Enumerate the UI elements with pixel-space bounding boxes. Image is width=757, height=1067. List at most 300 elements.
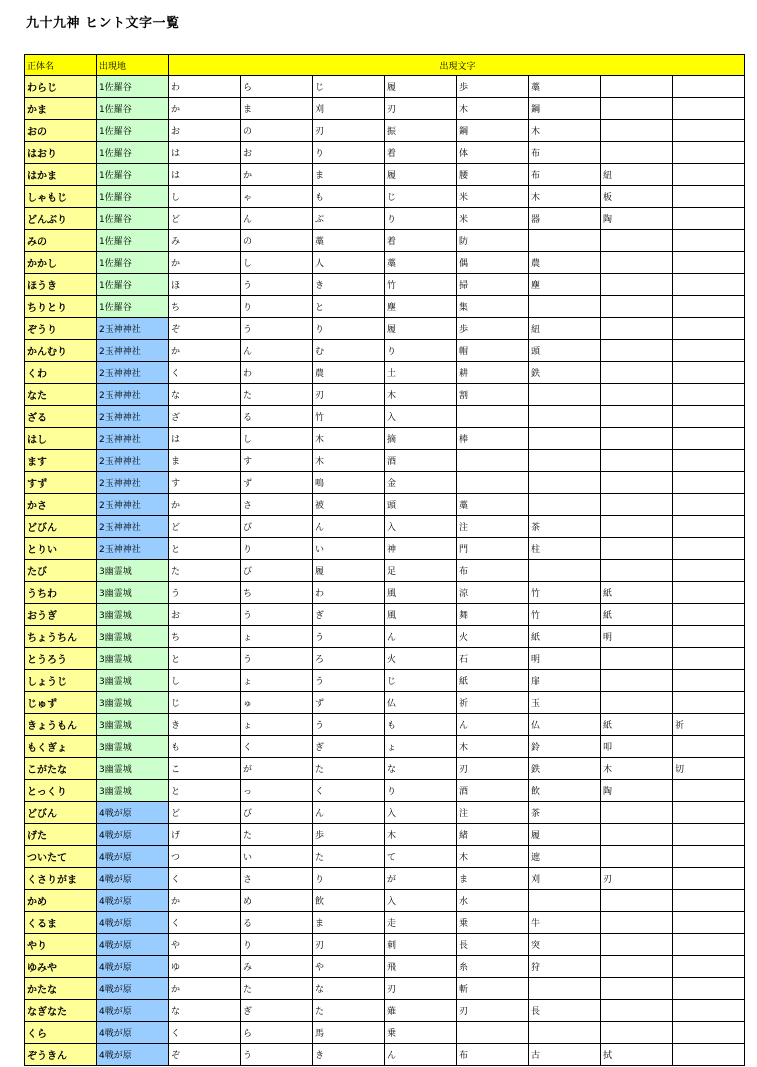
hint-char-cell [457, 406, 529, 428]
hint-char-cell: く [169, 362, 241, 384]
row-name: かんむり [25, 340, 97, 362]
hint-char-cell [601, 934, 673, 956]
hint-char-cell: 仏 [385, 692, 457, 714]
row-name: うちわ [25, 582, 97, 604]
table-row [25, 494, 745, 516]
hint-char-cell [601, 802, 673, 824]
hint-char-cell: 涼 [457, 582, 529, 604]
hint-char-cell: て [385, 846, 457, 868]
row-location: 2玉神神社 [97, 406, 169, 428]
hint-char-cell: と [313, 296, 385, 318]
hint-char-cell [673, 780, 745, 802]
hint-char-cell [601, 824, 673, 846]
hint-char-cell: 石 [457, 648, 529, 670]
hint-char-cell: 布 [457, 1044, 529, 1066]
row-name: しょうじ [25, 670, 97, 692]
hint-char-cell [601, 1000, 673, 1022]
header-name: 正体名 [25, 55, 97, 76]
hint-char-cell: 藁 [385, 252, 457, 274]
table-row [25, 120, 745, 142]
hint-char-cell: 木 [457, 98, 529, 120]
table-row [25, 450, 745, 472]
hint-char-cell: ゆ [169, 956, 241, 978]
hint-char-cell: ん [241, 208, 313, 230]
hint-char-cell: 水 [457, 890, 529, 912]
hint-char-cell: 米 [457, 186, 529, 208]
row-name: くら [25, 1022, 97, 1044]
table-row [25, 736, 745, 758]
hint-char-cell: 鋼 [529, 98, 601, 120]
table-row [25, 670, 745, 692]
hint-char-cell [673, 164, 745, 186]
row-location: 3幽霊城 [97, 560, 169, 582]
row-location: 1佐羅谷 [97, 296, 169, 318]
hint-char-cell: 仏 [529, 714, 601, 736]
hint-char-cell [529, 230, 601, 252]
row-location: 4戦が原 [97, 1000, 169, 1022]
hint-char-cell [673, 626, 745, 648]
hint-char-cell: 祈 [673, 714, 745, 736]
hint-char-cell: 歩 [457, 318, 529, 340]
hint-char-cell [601, 538, 673, 560]
hint-char-cell: り [313, 318, 385, 340]
hint-char-cell: 注 [457, 516, 529, 538]
hint-char-cell: 刃 [457, 1000, 529, 1022]
hint-char-cell: ぞ [169, 1044, 241, 1066]
row-name: くわ [25, 362, 97, 384]
table-row [25, 472, 745, 494]
hint-char-cell: 風 [385, 604, 457, 626]
row-name: とりい [25, 538, 97, 560]
hint-char-cell: 偶 [457, 252, 529, 274]
hint-char-cell [673, 230, 745, 252]
hint-char-cell: 振 [385, 120, 457, 142]
hint-char-cell: 鋼 [457, 120, 529, 142]
row-name: ほうき [25, 274, 97, 296]
hint-char-cell: 薙 [385, 1000, 457, 1022]
hint-char-cell: お [169, 604, 241, 626]
hint-char-cell: 明 [601, 626, 673, 648]
hint-char-cell: ゃ [241, 186, 313, 208]
hint-char-cell: や [169, 934, 241, 956]
row-location: 2玉神神社 [97, 384, 169, 406]
hint-char-cell: や [313, 956, 385, 978]
hint-char-cell: 刺 [385, 934, 457, 956]
hint-char-cell: じ [169, 692, 241, 714]
row-location: 1佐羅谷 [97, 76, 169, 98]
row-location: 2玉神神社 [97, 494, 169, 516]
hint-char-cell: と [169, 648, 241, 670]
table-row [25, 538, 745, 560]
hint-char-cell: ま [313, 164, 385, 186]
hint-char-cell: 足 [385, 560, 457, 582]
hint-char-cell [601, 978, 673, 1000]
row-location: 1佐羅谷 [97, 252, 169, 274]
hint-char-cell: か [169, 890, 241, 912]
table-row [25, 252, 745, 274]
hint-char-cell: 狩 [529, 956, 601, 978]
hint-char-cell: 布 [529, 164, 601, 186]
hint-char-cell: 刃 [457, 758, 529, 780]
hint-char-cell: 刃 [313, 120, 385, 142]
hint-char-cell: 入 [385, 406, 457, 428]
row-location: 4戦が原 [97, 956, 169, 978]
hint-char-cell [601, 956, 673, 978]
hint-char-cell [673, 142, 745, 164]
table-row [25, 978, 745, 1000]
hint-char-cell: な [313, 978, 385, 1000]
hint-char-cell [529, 560, 601, 582]
row-location: 1佐羅谷 [97, 120, 169, 142]
row-name: ぞうきん [25, 1044, 97, 1066]
hint-char-cell [673, 1044, 745, 1066]
hint-char-cell: 竹 [313, 406, 385, 428]
hint-char-cell: 刈 [313, 98, 385, 120]
hint-char-cell: 鈴 [529, 736, 601, 758]
hint-char-cell: 紙 [601, 582, 673, 604]
hint-char-cell: お [241, 142, 313, 164]
hint-char-cell: と [169, 780, 241, 802]
hint-char-cell: っ [241, 780, 313, 802]
table-row [25, 604, 745, 626]
table-row [25, 560, 745, 582]
row-location: 4戦が原 [97, 912, 169, 934]
hint-char-cell: が [385, 868, 457, 890]
row-name: はかま [25, 164, 97, 186]
hint-char-cell [673, 274, 745, 296]
hint-char-cell: く [169, 868, 241, 890]
hint-char-cell: く [169, 912, 241, 934]
hint-char-cell: 米 [457, 208, 529, 230]
hint-char-cell: ず [313, 692, 385, 714]
hint-char-cell [457, 450, 529, 472]
row-location: 3幽霊城 [97, 736, 169, 758]
row-name: こがたな [25, 758, 97, 780]
hint-char-cell: ょ [241, 670, 313, 692]
hint-char-cell: 着 [385, 142, 457, 164]
hint-char-cell: わ [241, 362, 313, 384]
hint-char-cell: な [169, 1000, 241, 1022]
hint-char-cell: る [241, 912, 313, 934]
table-row [25, 186, 745, 208]
hint-char-cell [673, 604, 745, 626]
hint-char-cell [529, 494, 601, 516]
hint-char-cell: し [241, 428, 313, 450]
hint-char-cell [601, 428, 673, 450]
row-location: 4戦が原 [97, 846, 169, 868]
hint-char-cell: 糸 [457, 956, 529, 978]
hint-char-cell [601, 230, 673, 252]
hint-char-cell [673, 76, 745, 98]
hint-char-cell: 門 [457, 538, 529, 560]
table-row [25, 296, 745, 318]
hint-char-cell [601, 318, 673, 340]
hint-char-cell [601, 912, 673, 934]
hint-char-cell [673, 406, 745, 428]
hint-char-cell: 刃 [385, 98, 457, 120]
hint-char-cell: も [313, 186, 385, 208]
hint-char-cell: 割 [457, 384, 529, 406]
table-row [25, 1044, 745, 1066]
hint-char-cell: ら [241, 76, 313, 98]
hint-char-cell [673, 934, 745, 956]
hint-char-cell: し [169, 186, 241, 208]
hint-char-cell: 木 [385, 824, 457, 846]
hint-char-cell: 体 [457, 142, 529, 164]
hint-char-cell: 長 [457, 934, 529, 956]
hint-char-cell: 藁 [529, 76, 601, 98]
hint-char-cell: 遮 [529, 846, 601, 868]
hint-char-cell [601, 98, 673, 120]
hint-char-cell: き [313, 274, 385, 296]
hint-char-cell: 明 [529, 648, 601, 670]
hint-char-cell: き [169, 714, 241, 736]
hint-char-cell: じ [313, 76, 385, 98]
row-location: 1佐羅谷 [97, 98, 169, 120]
table-row [25, 98, 745, 120]
table-row [25, 340, 745, 362]
hint-char-cell: 歩 [457, 76, 529, 98]
hint-table [24, 54, 745, 1066]
hint-char-cell [673, 340, 745, 362]
table-row [25, 648, 745, 670]
hint-char-cell [673, 1000, 745, 1022]
hint-char-cell: 履 [529, 824, 601, 846]
hint-char-cell: く [241, 736, 313, 758]
row-location: 2玉神神社 [97, 538, 169, 560]
hint-char-cell: う [241, 274, 313, 296]
hint-char-cell [673, 296, 745, 318]
hint-char-cell [529, 384, 601, 406]
hint-char-cell: 帽 [457, 340, 529, 362]
hint-char-cell: 木 [457, 736, 529, 758]
hint-char-cell: 長 [529, 1000, 601, 1022]
table-row [25, 912, 745, 934]
hint-char-cell [673, 120, 745, 142]
hint-char-cell: か [169, 978, 241, 1000]
row-location: 3幽霊城 [97, 582, 169, 604]
hint-char-cell: 履 [385, 164, 457, 186]
hint-char-cell: み [241, 956, 313, 978]
hint-char-cell: 茶 [529, 516, 601, 538]
table-row [25, 846, 745, 868]
table-row [25, 362, 745, 384]
hint-char-cell: し [169, 670, 241, 692]
row-location: 3幽霊城 [97, 670, 169, 692]
hint-char-cell [673, 956, 745, 978]
row-location: 2玉神神社 [97, 318, 169, 340]
hint-char-cell: る [241, 406, 313, 428]
table-body [25, 76, 745, 1066]
hint-char-cell: た [313, 1000, 385, 1022]
table-row [25, 1022, 745, 1044]
hint-char-cell: 藁 [313, 230, 385, 252]
hint-char-cell: 金 [385, 472, 457, 494]
hint-char-cell [673, 846, 745, 868]
hint-char-cell [673, 868, 745, 890]
row-location: 4戦が原 [97, 802, 169, 824]
hint-char-cell: さ [241, 868, 313, 890]
hint-char-cell: げ [169, 824, 241, 846]
hint-char-cell: 入 [385, 516, 457, 538]
hint-char-cell: 鳴 [313, 472, 385, 494]
hint-char-cell: び [241, 802, 313, 824]
hint-char-cell: 注 [457, 802, 529, 824]
table-row [25, 582, 745, 604]
row-name: かま [25, 98, 97, 120]
hint-char-cell: も [385, 714, 457, 736]
table-row [25, 76, 745, 98]
table-row [25, 516, 745, 538]
hint-char-cell: 酒 [457, 780, 529, 802]
hint-char-cell: ま [169, 450, 241, 472]
hint-char-cell: わ [169, 76, 241, 98]
hint-char-cell: 緒 [457, 824, 529, 846]
row-name: きょうもん [25, 714, 97, 736]
hint-char-cell [673, 516, 745, 538]
hint-char-cell: 木 [601, 758, 673, 780]
hint-char-cell: の [241, 230, 313, 252]
hint-char-cell [673, 648, 745, 670]
hint-char-cell: た [313, 846, 385, 868]
row-location: 2玉神神社 [97, 450, 169, 472]
table-row [25, 230, 745, 252]
hint-char-cell: 突 [529, 934, 601, 956]
table-row [25, 802, 745, 824]
hint-char-cell [601, 362, 673, 384]
hint-char-cell [529, 472, 601, 494]
row-location: 1佐羅谷 [97, 230, 169, 252]
hint-char-cell: 塵 [385, 296, 457, 318]
hint-char-cell [601, 670, 673, 692]
hint-char-cell: 摘 [385, 428, 457, 450]
hint-char-cell: 人 [313, 252, 385, 274]
hint-char-cell: ょ [241, 626, 313, 648]
hint-char-cell: ま [241, 98, 313, 120]
hint-char-cell: 竹 [529, 582, 601, 604]
hint-char-cell: う [241, 648, 313, 670]
table-row [25, 890, 745, 912]
hint-char-cell: た [313, 758, 385, 780]
hint-char-cell [673, 384, 745, 406]
hint-char-cell: ん [313, 802, 385, 824]
hint-char-cell [673, 978, 745, 1000]
hint-char-cell: 刃 [313, 934, 385, 956]
hint-char-cell: み [169, 230, 241, 252]
hint-char-cell: 紐 [529, 318, 601, 340]
hint-char-cell [673, 824, 745, 846]
hint-char-cell: 頭 [529, 340, 601, 362]
hint-char-cell: 紙 [601, 714, 673, 736]
hint-char-cell: び [241, 516, 313, 538]
hint-char-cell: と [169, 538, 241, 560]
row-name: とうろう [25, 648, 97, 670]
hint-char-cell: ま [457, 868, 529, 890]
hint-char-cell: 紙 [601, 604, 673, 626]
hint-char-cell [529, 450, 601, 472]
row-name: はし [25, 428, 97, 450]
hint-char-cell: 刃 [601, 868, 673, 890]
row-location: 1佐羅谷 [97, 208, 169, 230]
hint-char-cell: は [169, 164, 241, 186]
row-name: たび [25, 560, 97, 582]
hint-char-cell [601, 494, 673, 516]
hint-char-cell: 飲 [529, 780, 601, 802]
hint-char-cell: う [169, 582, 241, 604]
row-location: 2玉神神社 [97, 516, 169, 538]
hint-char-cell [673, 428, 745, 450]
row-location: 4戦が原 [97, 824, 169, 846]
hint-char-cell [673, 208, 745, 230]
row-location: 4戦が原 [97, 1022, 169, 1044]
hint-char-cell: さ [241, 494, 313, 516]
row-location: 1佐羅谷 [97, 164, 169, 186]
row-name: しゃもじ [25, 186, 97, 208]
hint-char-cell: ざ [169, 406, 241, 428]
hint-char-cell: 木 [313, 428, 385, 450]
hint-char-cell: ど [169, 802, 241, 824]
row-name: とっくり [25, 780, 97, 802]
row-name: げた [25, 824, 97, 846]
hint-char-cell: わ [313, 582, 385, 604]
row-location: 4戦が原 [97, 978, 169, 1000]
hint-char-cell: 火 [385, 648, 457, 670]
hint-char-cell: 刃 [313, 384, 385, 406]
hint-char-cell: ょ [241, 714, 313, 736]
row-location: 3幽霊城 [97, 758, 169, 780]
hint-char-cell [601, 692, 673, 714]
hint-char-cell: 馬 [313, 1022, 385, 1044]
hint-char-cell: ち [169, 626, 241, 648]
hint-char-cell: た [241, 978, 313, 1000]
table-row [25, 626, 745, 648]
hint-char-cell: ち [169, 296, 241, 318]
row-name: やり [25, 934, 97, 956]
hint-char-cell [601, 1022, 673, 1044]
row-name: くるま [25, 912, 97, 934]
hint-char-cell [601, 274, 673, 296]
row-name: かたな [25, 978, 97, 1000]
hint-char-cell [673, 362, 745, 384]
hint-char-cell [601, 846, 673, 868]
row-name: なぎなた [25, 1000, 97, 1022]
row-name: ちりとり [25, 296, 97, 318]
hint-char-cell: び [241, 560, 313, 582]
hint-char-cell: ん [313, 516, 385, 538]
row-name: わらじ [25, 76, 97, 98]
hint-char-cell: 風 [385, 582, 457, 604]
hint-char-cell: り [241, 538, 313, 560]
hint-char-cell: う [241, 1044, 313, 1066]
row-name: かめ [25, 890, 97, 912]
hint-char-cell: 棒 [457, 428, 529, 450]
hint-char-cell [601, 560, 673, 582]
hint-char-cell: し [241, 252, 313, 274]
hint-char-cell: す [241, 450, 313, 472]
hint-char-cell: す [169, 472, 241, 494]
hint-char-cell: 掃 [457, 274, 529, 296]
hint-char-cell: 走 [385, 912, 457, 934]
hint-char-cell [601, 252, 673, 274]
hint-char-cell: 茶 [529, 802, 601, 824]
row-location: 2玉神神社 [97, 362, 169, 384]
table-row [25, 142, 745, 164]
hint-char-cell: 藁 [457, 494, 529, 516]
hint-char-cell: 履 [385, 76, 457, 98]
row-name: ざる [25, 406, 97, 428]
row-name: かさ [25, 494, 97, 516]
hint-char-cell: 扉 [529, 670, 601, 692]
